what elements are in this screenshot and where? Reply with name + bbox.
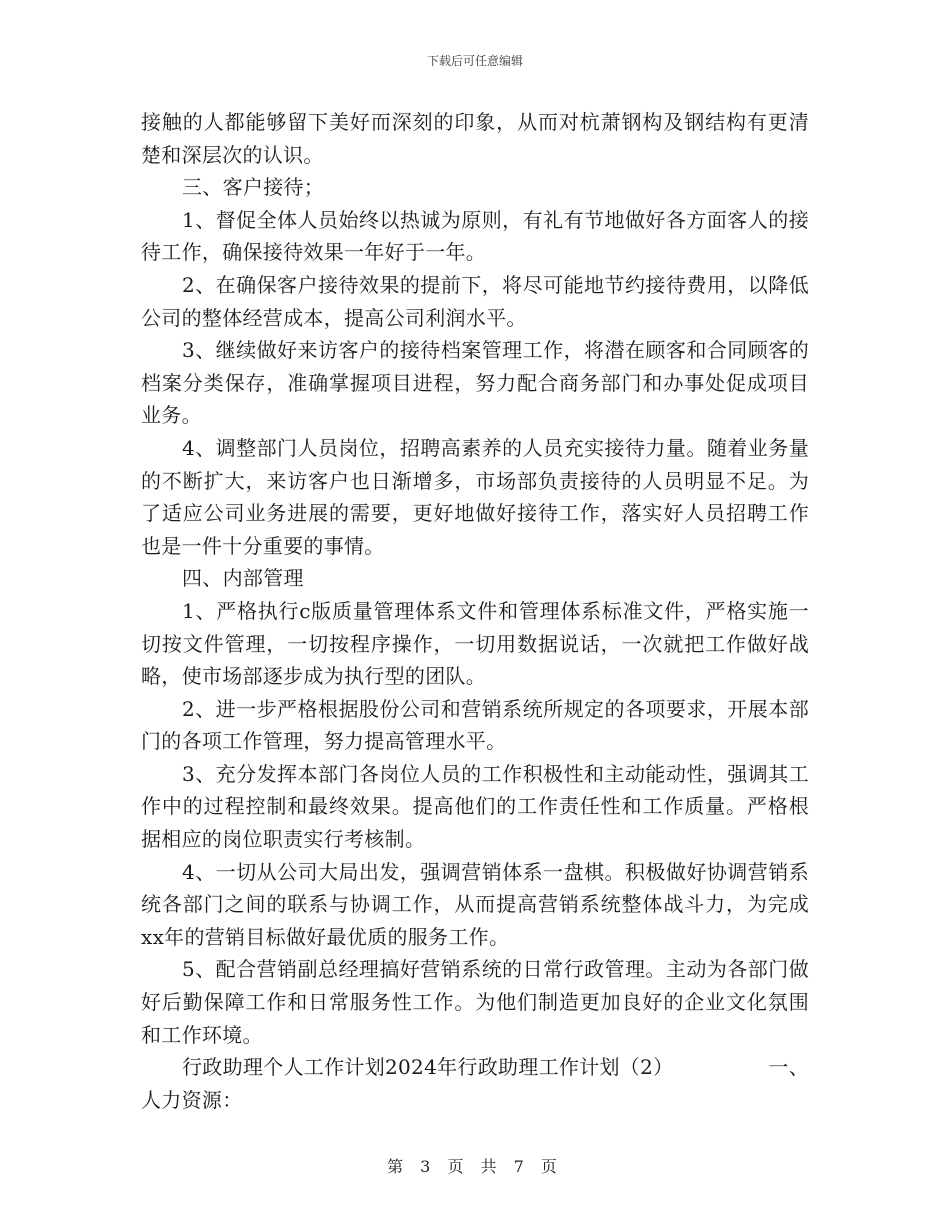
paragraph: 接触的人都能够留下美好而深刻的印象，从而对杭萧钢构及钢结构有更清楚和深层次的认识。 <box>141 110 809 167</box>
paragraph: 4、一切从公司大局出发，强调营销体系一盘棋。积极做好协调营销系统各部门之间的联系与协调工作，从而提高营销系统整体战斗力，为完成xx年的营销目标做好最优质的服务工作。 <box>141 859 809 949</box>
paragraph: 1、严格执行c版质量管理体系文件和管理体系标准文件，严格实施一切按文件管理，一切按程序操作，一切用数据说话，一次就把工作做好战略，使市场部逐步成为执行型的团队。 <box>141 598 809 689</box>
paragraph: 2、进一步严格根据股份公司和营销系统所规定的各项要求，开展本部门的各项工作管理，努力提高管理水平。 <box>141 696 809 754</box>
closing-title-line <box>141 1051 809 1084</box>
closing-continuation: 人力资源： <box>141 1087 243 1112</box>
paragraph: 1、督促全体人员始终以热诚为原则，有礼有节地做好各方面客人的接待工作，确保接待效果一年好于一年。 <box>141 207 809 265</box>
section-heading: 四、内部管理 <box>182 566 304 591</box>
paragraph: 3、继续做好来访客户的接待档案管理工作，将潜在顾客和合同顾客的档案分类保存，准确掌握项目进程，努力配合商务部门和办事处促成项目业务。 <box>141 338 809 428</box>
paragraph: 3、充分发挥本部门各岗位人员的工作积极性和主动能动性，强调其工作中的过程控制和最终效果。提高他们的工作责任性和工作质量。严格根据相应的岗位职责实行考核制。 <box>141 761 809 852</box>
page-header: 下载后可任意编辑 <box>426 54 523 68</box>
page-number-footer: 第 3 页 共 7 页 <box>387 1157 563 1176</box>
paragraph: 4、调整部门人员岗位，招聘高素养的人员充实接待力量。随着业务量的不断扩大，来访客户也日渐增多，市场部负责接待的人员明显不足。为了适应公司业务进展的需要，更好地做好接待工作，落实好人员招聘工作也是一件十分重要的事情。 <box>141 435 809 558</box>
paragraph: 5、配合营销副总经理搞好营销系统的日常行政管理。主动为各部门做好后勤保障工作和日常服务性工作。为他们制造更加良好的企业文化氛围和工作环境。 <box>141 957 809 1047</box>
section-marker: 一、 <box>768 1055 809 1080</box>
document-body <box>141 106 809 1116</box>
section-heading: 三、客户接待； <box>182 175 325 200</box>
paragraph: 2、在确保客户接待效果的提前下，将尽可能地节约接待费用，以降低公司的整体经营成本，提高公司利润水平。 <box>141 272 809 330</box>
closing-title: 行政助理个人工作计划2024年行政助理工作计划（2） <box>182 1055 674 1080</box>
